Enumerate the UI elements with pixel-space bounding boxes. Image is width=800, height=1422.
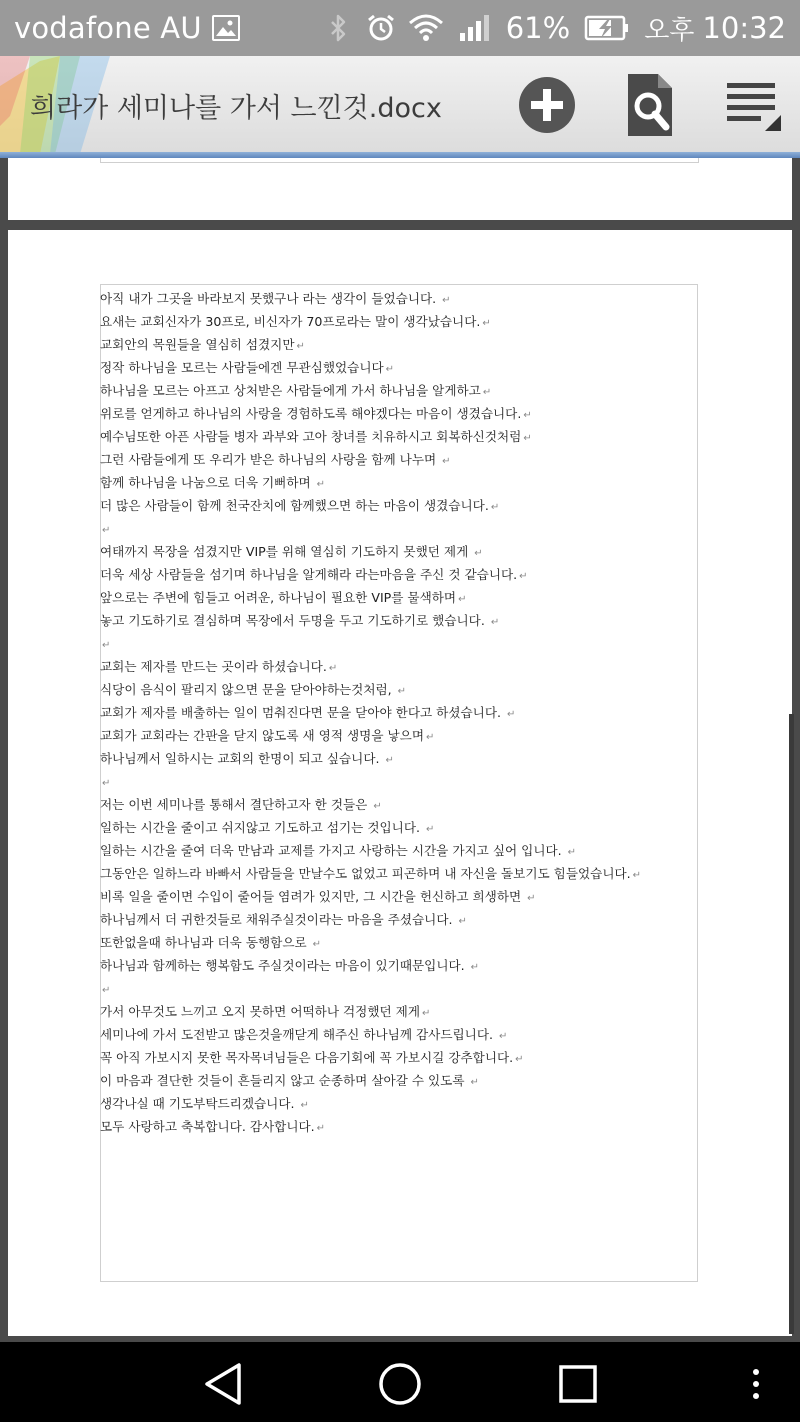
document-line-text: 앞으로는 주변에 힘들고 어려운, 하나님이 필요한 VIP를 물색하며 xyxy=(100,590,457,605)
document-line-text: 일하는 시간을 줄여 더욱 만남과 교제를 가지고 사랑하는 시간을 가지고 싶어 입니다. xyxy=(100,843,566,858)
back-button[interactable] xyxy=(196,1356,252,1412)
paragraph-mark: ↵ xyxy=(458,594,467,605)
paragraph-mark: ↵ xyxy=(385,755,394,766)
page-margin-frame xyxy=(100,158,699,163)
battery-percent: 61% xyxy=(505,11,571,45)
document-line xyxy=(100,333,641,356)
document-line xyxy=(100,862,641,885)
document-line xyxy=(100,632,641,655)
add-button[interactable] xyxy=(512,70,582,140)
paragraph-mark: ↵ xyxy=(470,962,480,973)
battery-charging-icon xyxy=(584,13,630,43)
paragraph-mark: ↵ xyxy=(523,433,532,444)
menu-button[interactable] xyxy=(718,70,788,140)
document-line-text: 하나님을 모르는 아프고 상처받은 사람들에게 가서 하나님을 알게하고 xyxy=(100,383,481,398)
alarm-icon xyxy=(366,13,394,43)
document-line-text: 하나님과 함께하는 행복함도 주실것이라는 마음이 있기때문입니다. xyxy=(100,958,469,973)
document-line-text: 생각나실 때 기도부탁드리겠습니다. xyxy=(100,1096,299,1111)
document-line xyxy=(100,471,641,494)
document-line xyxy=(100,310,641,333)
home-button[interactable] xyxy=(372,1356,428,1412)
document-line-text: 아직 내가 그곳을 바라보지 못했구나 라는 생각이 들었습니다. xyxy=(100,291,441,306)
document-line-text: 더욱 세상 사람들을 섬기며 하나님을 알게해라 라는마음을 주신 것 같습니다. xyxy=(100,567,518,582)
home-icon xyxy=(375,1359,425,1409)
carrier-label: vodafone AU xyxy=(14,11,202,45)
document-line xyxy=(100,839,641,862)
document-line xyxy=(100,954,641,977)
paragraph-mark: ↵ xyxy=(442,456,451,467)
document-line xyxy=(100,701,641,724)
paragraph-mark: ↵ xyxy=(499,1031,508,1042)
document-line xyxy=(100,1092,641,1115)
bluetooth-icon xyxy=(324,13,352,43)
document-line xyxy=(100,908,641,931)
paragraph-mark: ↵ xyxy=(102,985,111,996)
document-line xyxy=(100,793,641,816)
paragraph-mark: ↵ xyxy=(458,916,467,927)
document-line-text: 가서 아무것도 느끼고 오지 못하면 어떡하나 걱정했던 제게 xyxy=(100,1004,420,1019)
paragraph-mark: ↵ xyxy=(102,778,111,789)
document-line xyxy=(100,609,641,632)
paragraph-mark: ↵ xyxy=(102,525,111,536)
paragraph-mark: ↵ xyxy=(373,801,382,812)
document-line xyxy=(100,678,641,701)
document-line xyxy=(100,885,641,908)
document-line xyxy=(100,448,641,471)
overflow-menu-button[interactable] xyxy=(728,1356,784,1412)
previous-page xyxy=(8,158,792,220)
status-icons xyxy=(324,10,786,47)
document-line xyxy=(100,931,641,954)
wifi-icon xyxy=(408,13,444,43)
paragraph-mark: ↵ xyxy=(426,824,435,835)
paragraph-mark: ↵ xyxy=(316,479,326,490)
paragraph-mark: ↵ xyxy=(490,502,500,513)
paragraph-mark: ↵ xyxy=(426,732,435,743)
document-line xyxy=(100,655,641,678)
scrollbar[interactable] xyxy=(789,714,794,1334)
paragraph-mark: ↵ xyxy=(316,1123,326,1134)
paragraph-mark: ↵ xyxy=(523,410,532,421)
paragraph-mark: ↵ xyxy=(397,686,407,697)
overflow-menu-icon xyxy=(731,1359,781,1409)
navigation-bar xyxy=(0,1342,800,1422)
back-icon xyxy=(199,1359,249,1409)
document-line-text: 비록 일을 줄이면 수입이 줄어들 염려가 있지만, 그 시간을 헌신하고 희생하면 xyxy=(100,889,526,904)
document-line-text: 예수님또한 아픈 사람들 병자 과부와 고아 창녀를 치유하시고 회복하신것처럼 xyxy=(100,429,522,444)
paragraph-mark: ↵ xyxy=(567,847,577,858)
clock: 10:32 xyxy=(702,11,786,45)
document-line xyxy=(100,563,641,586)
document-line xyxy=(100,287,641,310)
status-bar xyxy=(0,0,800,56)
paragraph-mark: ↵ xyxy=(490,617,500,628)
document-line-text: 더 많은 사람들이 함께 천국잔치에 함께했으면 하는 마음이 생겼습니다. xyxy=(100,498,489,513)
paragraph-mark: ↵ xyxy=(102,640,111,651)
document-line-text: 이 마음과 결단한 것들이 흔들리지 않고 순종하며 살아갈 수 있도록 xyxy=(100,1073,469,1088)
document-line-text: 하나님께서 일하시는 교회의 한명이 되고 싶습니다. xyxy=(100,751,384,766)
document-line-text: 식당이 음식이 팔리지 않으면 문을 닫아야하는것처럼, xyxy=(100,682,396,697)
document-search-icon xyxy=(622,72,678,138)
document-line xyxy=(100,402,641,425)
paragraph-mark: ↵ xyxy=(482,387,492,398)
document-line-text: 꼭 아직 가보시지 못한 목자목녀님들은 다음기회에 꼭 가보시길 강추합니다. xyxy=(100,1050,514,1065)
signal-icon xyxy=(458,13,492,43)
document-line-text: 세미나에 가서 도전받고 많은것을깨닫게 해주신 하나님께 감사드립니다. xyxy=(100,1027,497,1042)
document-line-text: 교회가 교회라는 간판을 닫지 않도록 새 영적 생명을 낳으며 xyxy=(100,728,424,743)
document-line xyxy=(100,816,641,839)
paragraph-mark: ↵ xyxy=(519,571,528,582)
image-icon xyxy=(212,15,240,41)
document-line-text: 정작 하나님을 모르는 사람들에겐 무관심했었습니다 xyxy=(100,360,384,375)
document-search-button[interactable] xyxy=(615,70,685,140)
document-line-text: 그런 사람들에게 또 우리가 받은 하나님의 사랑을 함께 나누며 xyxy=(100,452,441,467)
paragraph-mark: ↵ xyxy=(470,1077,479,1088)
document-line xyxy=(100,724,641,747)
paragraph-mark: ↵ xyxy=(507,709,516,720)
document-line-text: 함께 하나님을 나눔으로 더욱 기뻐하며 xyxy=(100,475,315,490)
recents-icon xyxy=(553,1359,603,1409)
paragraph-mark: ↵ xyxy=(474,548,483,559)
document-line xyxy=(100,517,641,540)
document-line xyxy=(100,1023,641,1046)
document-line xyxy=(100,1115,641,1138)
document-line xyxy=(100,540,641,563)
ampm-label: 오후 xyxy=(644,15,695,46)
document-line-text: 여태까지 목장을 섬겼지만 VIP를 위해 열심히 기도하지 못했던 제게 xyxy=(100,544,473,559)
paragraph-mark: ↵ xyxy=(328,663,338,674)
document-title: 희라가 세미나를 가서 느낀것.docx xyxy=(30,93,442,124)
document-line xyxy=(100,379,641,402)
document-line xyxy=(100,1000,641,1023)
document-line xyxy=(100,977,641,1000)
document-line-text: 또한없을때 하나님과 더욱 동행함으로 xyxy=(100,935,311,950)
document-line xyxy=(100,356,641,379)
document-line-text: 교회는 제자를 만드는 곳이라 하셨습니다. xyxy=(100,659,327,674)
paragraph-mark: ↵ xyxy=(385,364,395,375)
paragraph-mark: ↵ xyxy=(632,870,642,881)
menu-icon xyxy=(723,77,783,133)
document-text xyxy=(100,287,641,1138)
document-line xyxy=(100,586,641,609)
document-line xyxy=(100,1046,641,1069)
app-toolbar xyxy=(0,56,800,154)
paragraph-mark: ↵ xyxy=(442,295,451,306)
document-line-text: 위로를 얻게하고 하나님의 사랑을 경험하도록 해야겠다는 마음이 생겼습니다. xyxy=(100,406,522,421)
paragraph-mark: ↵ xyxy=(527,893,536,904)
document-line xyxy=(100,1069,641,1092)
document-line-text: 저는 이번 세미나를 통해서 결단하고자 한 것들은 xyxy=(100,797,372,812)
add-icon xyxy=(517,75,577,135)
document-line-text: 일하는 시간을 줄이고 쉬지않고 기도하고 섬기는 것입니다. xyxy=(100,820,424,835)
document-line xyxy=(100,494,641,517)
paragraph-mark: ↵ xyxy=(312,939,322,950)
paragraph-mark: ↵ xyxy=(515,1054,524,1065)
document-line-text: 하나님께서 더 귀한것들로 채워주실것이라는 마음을 주셨습니다. xyxy=(100,912,457,927)
document-line-text: 요새는 교회신자가 30프로, 비신자가 70프로라는 말이 생각났습니다. xyxy=(100,314,481,329)
document-line-text: 모두 사랑하고 축복합니다. 감사합니다. xyxy=(100,1119,315,1134)
document-line xyxy=(100,747,641,770)
paragraph-mark: ↵ xyxy=(422,1008,431,1019)
document-line xyxy=(100,770,641,793)
paragraph-mark: ↵ xyxy=(300,1100,309,1111)
document-line-text: 교회가 제자를 배출하는 일이 멈춰진다면 문을 닫아야 한다고 하셨습니다. xyxy=(100,705,505,720)
document-line-text: 교회안의 목원들을 열심히 섬겼지만 xyxy=(100,337,295,352)
paragraph-mark: ↵ xyxy=(296,341,305,352)
document-line xyxy=(100,425,641,448)
recents-button[interactable] xyxy=(550,1356,606,1412)
paragraph-mark: ↵ xyxy=(482,318,491,329)
document-line-text: 놓고 기도하기로 결심하며 목장에서 두명을 두고 기도하기로 했습니다. xyxy=(100,613,489,628)
document-line-text: 그동안은 일하느라 바빠서 사람들을 만날수도 없었고 피곤하며 내 자신을 돌보기도 힘들었습니다. xyxy=(100,866,631,881)
